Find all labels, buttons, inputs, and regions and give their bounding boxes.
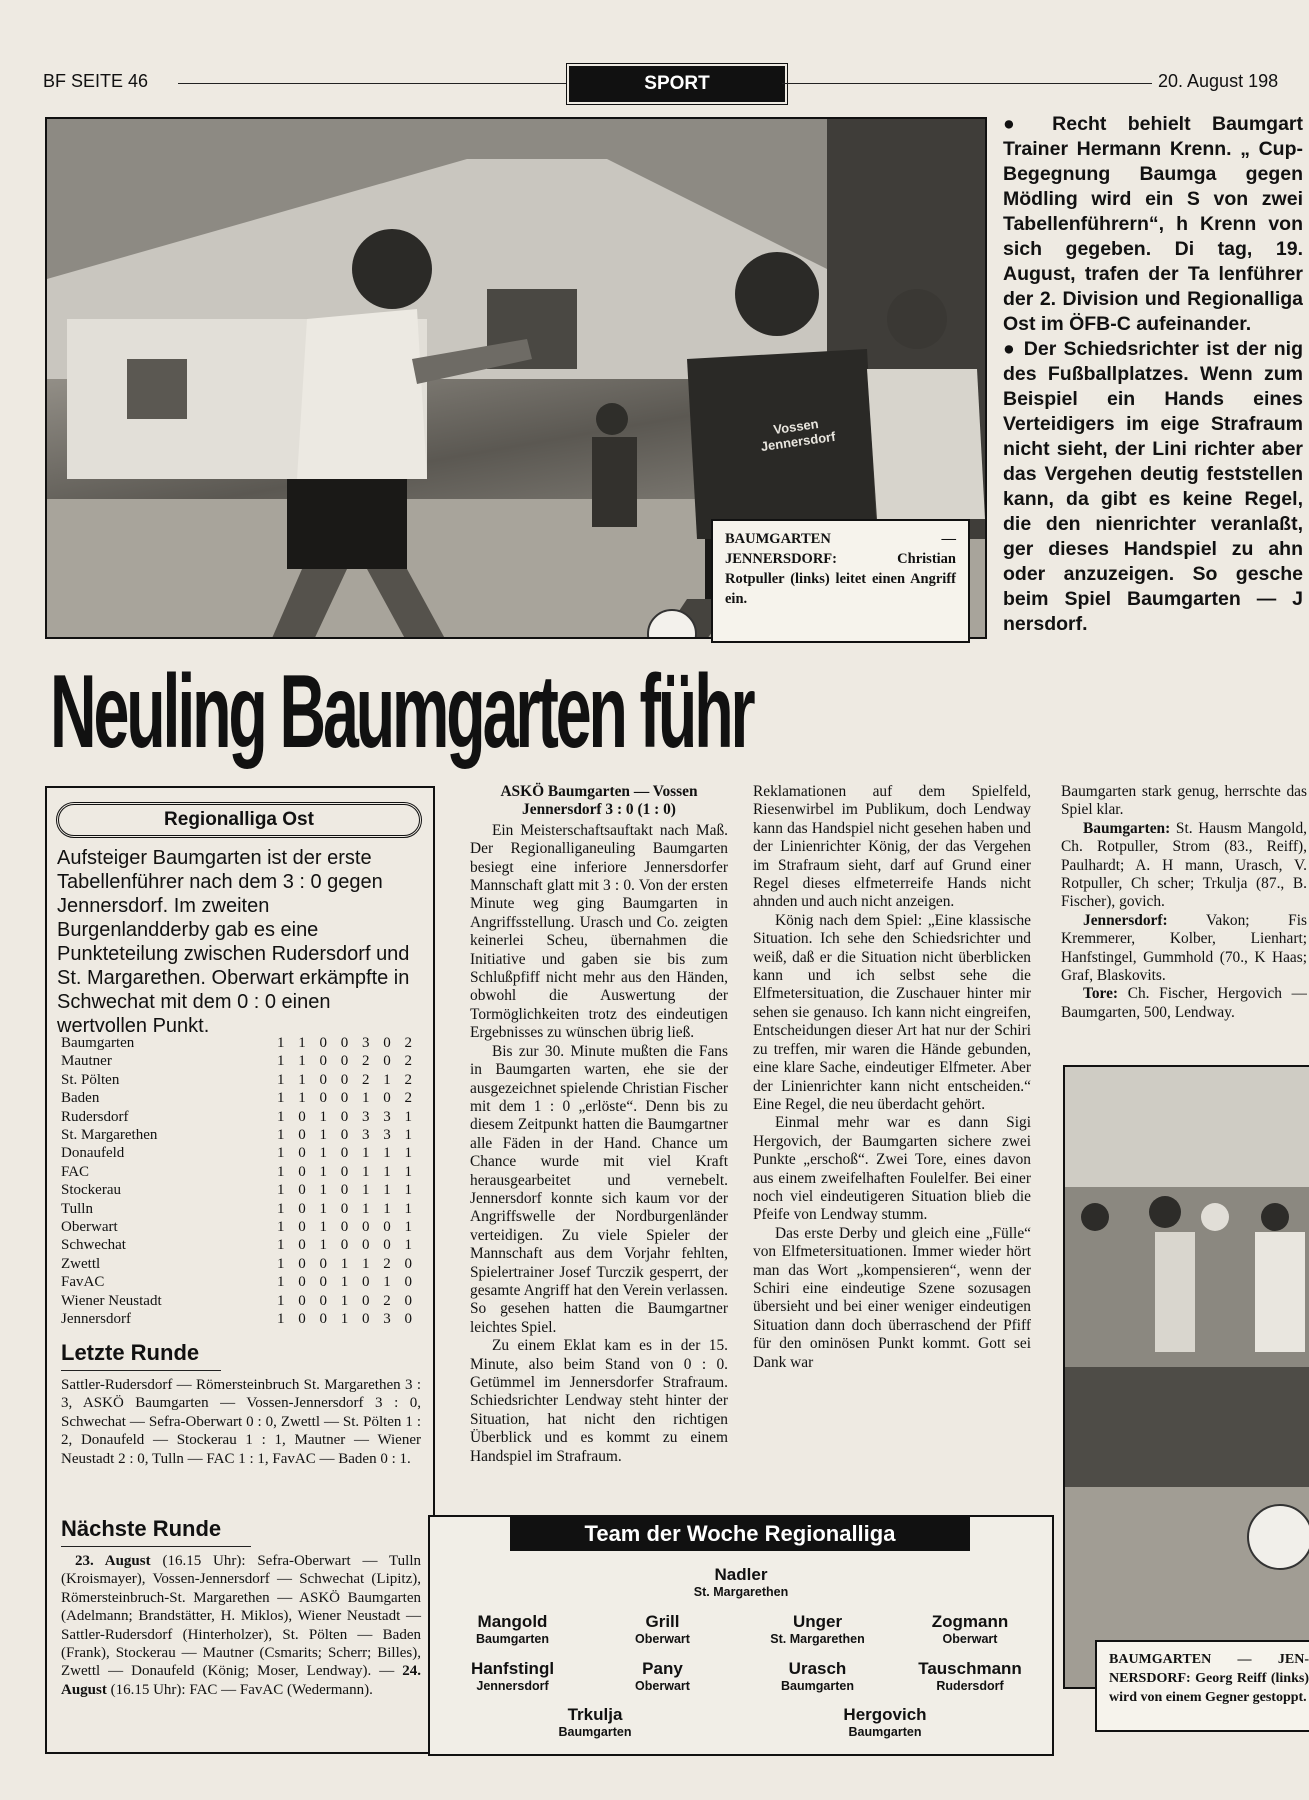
article-col-1: [470, 783, 728, 1466]
article-paragraph: Einmal mehr war es dann Sigi Hergovich, der Baumgarten sichere zwei Punkte „erschoß“. Zwei Tore, eines davon aus einem zweifelhaften Foulelfer. Bei einer noch viel eindeutigeren Situation blieb die Pfeife von Lendway stumm.: [753, 1114, 1031, 1224]
standings-row: [61, 1181, 421, 1199]
header-rule-right: [782, 83, 1152, 84]
standings-team: FAC: [61, 1163, 90, 1180]
standings-stats: 1 0 1 0 1 1 1: [277, 1145, 417, 1162]
headline: Neuling Baumgarten führ: [50, 654, 753, 770]
last-round-title: Letzte Runde: [61, 1340, 200, 1365]
league-title: Regionalliga Ost: [56, 802, 422, 838]
standings-team: Stockerau: [61, 1182, 121, 1199]
next-round-text-end: (16.15 Uhr): FAC — FavAC (Wedermann).: [106, 1681, 373, 1698]
standings-row: [61, 1163, 421, 1181]
article-paragraph: König nach dem Spiel: „Eine klassische Situation. Ich sehe den Schiedsrichter und weiß, daß er die Situation nicht überblicken kann und ich selbst sehe die Elfmetersituation, die Zuschauer hinter mir sehen sie genauso. Ich kann nicht eingreifen, Entscheidungen dieser Art hat nur der Schiri zu treffen, mir waren die Hände gebunden, eine klare Sache, eindeutiger Elfmeter. Aber der Linienrichter kann nicht entscheiden.“ Eine Regel, die neu überdacht gehört.: [753, 911, 1031, 1113]
standings-team: Jennersdorf: [61, 1311, 131, 1328]
shirt-sponsor-text: Vossen Jennersdorf: [759, 415, 837, 455]
issue-date: 20. August 198: [1158, 71, 1279, 91]
next-round-text: (16.15 Uhr): Sefra-Oberwart — Tulln (Kroismayer), Vossen-Jennersdorf — Schwechat (Lipitz), Römersteinbruch-St. Margarethen — ASKÖ Baumgarten (Adelmann; Brandstätter, H. Miklos), Wiener Neustadt — Sattler-Rudersdorf (Hinterholzer), St. Pölten — Baden (Frank), Stockerau — Mautner (Csmarits; Scherr; Billes), Zwettl — Donaufeld (König; Moser, Lendway). —: [61, 1553, 421, 1680]
twoc-player: Grill Oberwart: [635, 1612, 690, 1646]
standings-team: Schwechat: [61, 1237, 126, 1254]
spectators-scene-image: [1065, 1067, 1309, 1687]
standings-stats: 1 0 1 0 1 1 1: [277, 1182, 417, 1199]
standings-row: [61, 1236, 421, 1254]
standings-team: Baumgarten: [61, 1035, 135, 1051]
section-label: SPORT: [569, 66, 785, 102]
next-round-title: Nächste Runde: [61, 1516, 222, 1541]
article-col-3: [1061, 783, 1307, 1022]
standings-row: [61, 1034, 421, 1052]
standings-team: FavAC: [61, 1274, 105, 1291]
twoc-player: Hergovich Baumgarten: [843, 1705, 927, 1739]
article-paragraph: Baumgarten stark genug, herrschte das Spiel klar.: [1061, 783, 1307, 819]
goals-line: Tore: Ch. Fischer, Hergovich — Baumgarten, 500, Lendway.: [1061, 985, 1307, 1021]
standings-table: [61, 1034, 421, 1329]
standings-stats: 1 0 0 1 0 3 0: [277, 1311, 417, 1328]
standings-team: Donaufeld: [61, 1145, 125, 1162]
league-intro: Aufsteiger Baumgarten ist der erste Tabellenführer nach dem 3 : 0 gegen Jennersdorf. Im zweiten Burgenlandderby gab es eine Punkteteilung zwischen Rudersdorf und St. Margarethen. Oberwart erkämpfte in Schwechat mit dem 0 : 0 einen wertvollen Punkt.: [57, 847, 410, 1037]
top-photo-caption: BAUMGARTEN — JENNERSDORF: Christian Rotpuller (links) leitet einen Angriff ein.: [711, 519, 970, 643]
standings-stats: 1 0 1 0 3 3 1: [277, 1108, 417, 1125]
team-of-week-box: [428, 1515, 1054, 1756]
standings-team: St. Margarethen: [61, 1127, 158, 1144]
lineup-baumgarten: Baumgarten: St. Hausm Mangold, Ch. Rotpuller, Strom (83., Reiff), Paulhardt; A. H mann, Urasch, V. Rotpuller, Ch scher; Trkulja (87., B. Fischer), govich.: [1061, 819, 1307, 911]
standings-team: Oberwart: [61, 1219, 118, 1236]
next-round-date-2: 24. August: [61, 1663, 421, 1698]
standings-row: [61, 1273, 421, 1291]
standings-stats: 1 0 1 0 1 1 1: [277, 1200, 417, 1217]
sidebar-top: [1003, 112, 1303, 644]
standings-row: [61, 1071, 421, 1089]
bottom-photo-caption: BAUMGARTEN — JEN-NERSDORF: Georg Reiff (links) wird von einem Gegner gestoppt.: [1095, 1640, 1309, 1732]
standings-row: [61, 1052, 421, 1070]
page-number: BF SEITE 46: [43, 71, 149, 91]
standings-stats: 1 0 0 1 1 2 0: [277, 1255, 417, 1272]
standings-row: [61, 1218, 421, 1236]
article-col-2: [753, 783, 1031, 1372]
lineup-jennersdorf: Jennersdorf: Vakon; Fis Kremmerer, Kolber, Lienhart; Hanfstingel, Gummhold (70., K Haas; Graf, Blaskovits.: [1061, 911, 1307, 985]
standings-team: Rudersdorf: [61, 1108, 129, 1125]
bullet-icon: ●: [1003, 338, 1024, 360]
standings-row: [61, 1108, 421, 1126]
standings-stats: 1 0 1 0 1 1 1: [277, 1163, 417, 1180]
standings-team: Tulln: [61, 1200, 93, 1217]
next-round-date-1: 23. August: [75, 1553, 151, 1569]
standings-stats: 1 1 0 0 1 0 2: [277, 1090, 417, 1107]
twoc-player: Trkulja Baumgarten: [558, 1705, 632, 1739]
article-paragraph: Das erste Derby und gleich eine „Fülle“ von Elfmetersituationen. Immer wieder hört man das Wort „kompensieren“, wenn der Schiri eine eindeutige Szene sozusagen übersieht und bei einer weniger eindeutigen Situation dann doch überraschend der Pfiff für den ominösen Punkt kommt. Gott sei Dank war: [753, 1224, 1031, 1371]
twoc-player: Unger St. Margarethen: [770, 1612, 865, 1646]
twoc-player: Zogmann Oberwart: [931, 1612, 1009, 1646]
standings-team: St. Pölten: [61, 1071, 120, 1088]
standings-stats: 1 1 0 0 3 0 2: [277, 1035, 417, 1051]
standings-row: [61, 1126, 421, 1144]
twoc-player: Pany Oberwart: [635, 1659, 690, 1693]
bullet-icon: ●: [1003, 113, 1053, 135]
twoc-player: Hanfstingl Jennersdorf: [470, 1659, 555, 1693]
standings-team: Mautner: [61, 1053, 112, 1070]
league-box: [45, 786, 435, 1754]
standings-row: [61, 1310, 421, 1328]
next-round-underline: [61, 1546, 251, 1547]
standings-stats: 1 0 1 0 0 0 1: [277, 1219, 417, 1236]
standings-team: Wiener Neustadt: [61, 1292, 162, 1309]
twoc-player: Urasch Baumgarten: [781, 1659, 854, 1693]
standings-row: [61, 1144, 421, 1162]
next-round-fixtures: [61, 1552, 421, 1699]
twoc-player: Mangold Baumgarten: [476, 1612, 549, 1646]
article-paragraph: Reklamationen auf dem Spielfeld, Riesenwirbel im Publikum, doch Lendway kann das Handspiel nicht gesehen haben und der Linienrichter König, der das Vergehen im Strafraum sieht, darf auf Grund einer Regel dieses elfmeterreife Hands nicht ahnden und auch nicht anzeigen.: [753, 783, 1031, 911]
header-rule-left: [178, 83, 566, 84]
standings-row: [61, 1255, 421, 1273]
standings-stats: 1 0 1 0 0 0 1: [277, 1237, 417, 1254]
standings-stats: 1 0 0 1 0 1 0: [277, 1274, 417, 1291]
match-heading: ASKÖ Baumgarten — Vossen Jennersdorf 3 : 0 (1 : 0): [500, 783, 698, 819]
last-round-underline: [61, 1370, 221, 1371]
sidebar-bullet-2: ● Der Schiedsrichter ist der nig des Fußballplatzes. Wenn zum Beispiel ein Hands eines Verteidigers im eige Strafraum nicht sieht, der Lini richter aber das Vergehen deutig feststellen kann, da gibt es keine Regel, die den nienrichter veranlaßt, ger dieses Handspiel zu ahn oder anzuzeigen. So gesche beim Spiel Baumgarten — J nersdorf.: [1003, 338, 1303, 635]
standings-team: Zwettl: [61, 1255, 101, 1272]
team-of-week-title: Team der Woche Regionalliga: [510, 1517, 970, 1551]
article-paragraph: Bis zur 30. Minute mußten die Fans in Baumgarten warten, ehe sie der ausgezeichnet spielende Christian Fischer mit dem 1 : 0 „erlöste“. Denn bis zu diesem Zeitpunkt hatten die Baumgartner alle Fäden in der Hand. Chance um Chance wurde mit viel Kraft herausgearbeitet und vernebelt. Jennersdorf konnte sich kaum vor der Angriffswelle der Nordburgenländer verteidigen. Zu viele Spieler der Mannschaft aus dem Vorjahr fehlten, Spielertrainer Josef Turczik gesperrt, der gesamte Angriff hat den Verein verlassen. So gesehen hatten die Baumgartner leichtes Spiel.: [470, 1042, 728, 1336]
standings-stats: 1 0 0 1 0 2 0: [277, 1292, 417, 1309]
article-paragraph: Ein Meisterschaftsauftakt nach Maß. Der Regionalliganeuling Baumgarten besiegt eine inferiore Jennersdorfer Mannschaft glatt mit 3 : 0. Von der ersten Minute weg ging Baumgarten in Angriffsstellung. Urasch und Co. zeigten keinerlei Scheu, übernahmen die Initiative und gaben sie bis zum Schlußpfiff nicht mehr aus den Händen, obwohl die Auswertung der Tormöglichkeiten trotz des eindeutigen Ergebnisses zu wünschen übrig ließ.: [470, 821, 728, 1042]
standings-row: [61, 1200, 421, 1218]
standings-stats: 1 0 1 0 3 3 1: [277, 1127, 417, 1144]
twoc-player: Nadler St. Margarethen: [693, 1565, 789, 1599]
sidebar-bullet-1: ● Recht behielt Baumgart Trainer Hermann Krenn. „ Cup-Begegnung Baumga gegen Mödling wird ein S von zwei Tabellenführern“, h Krenn von sich gegeben. Di tag, 19. August, trafen der Ta lenführer der 2. Division und Regionalliga Ost im ÖFB-C aufeinander.: [1003, 113, 1303, 335]
standings-row: [61, 1292, 421, 1310]
standings-stats: 1 1 0 0 2 0 2: [277, 1053, 417, 1070]
article-paragraph: Zu einem Eklat kam es in der 15. Minute, also beim Stand von 0 : 0. Getümmel im Jennersdorfer Strafraum. Schiedsrichter Lendway steht hinter der Situation, hat nicht den richtigen Überblick und es kommt zu einem Handspiel im Strafraum.: [470, 1337, 728, 1465]
standings-stats: 1 1 0 0 2 1 2: [277, 1071, 417, 1088]
standings-row: [61, 1089, 421, 1107]
standings-team: Baden: [61, 1090, 100, 1107]
bottom-photo: [1063, 1065, 1309, 1689]
last-round-results: Sattler-Rudersdorf — Römersteinbruch St. Margarethen 3 : 3, ASKÖ Baumgarten — Vossen-Jennersdorf 3 : 0, Schwechat — Sefra-Oberwart 0 : 0, Zwettl — St. Pölten 1 : 2, Donaufeld — Stockerau 1 : 1, Mautner — Wiener Neustadt 2 : 0, Tulln — FAC 1 : 1, FavAC — Baden 0 : 1.: [61, 1377, 421, 1467]
twoc-player: Tauschmann Rudersdorf: [918, 1659, 1022, 1693]
